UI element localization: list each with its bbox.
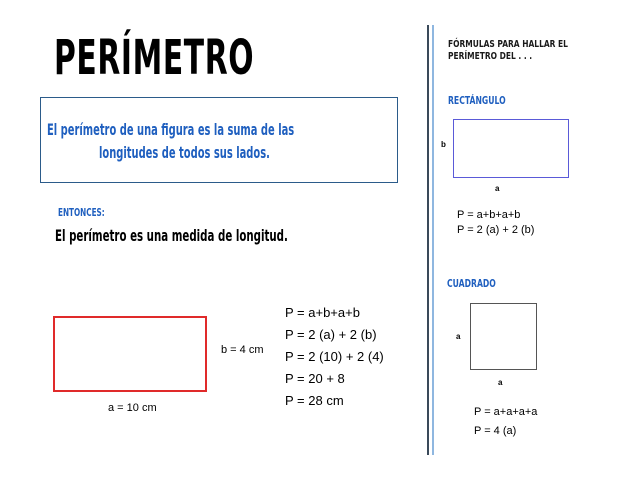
square-side-label: a xyxy=(456,332,461,341)
definition-box xyxy=(40,97,398,183)
rectangle-side-a-label: a xyxy=(495,184,500,193)
rectangle-equation: P = a+b+a+b xyxy=(457,209,521,221)
definition-line-1: El perímetro de una figura es la suma de las xyxy=(47,120,295,139)
example-equation: P = 2 (10) + 2 (4) xyxy=(285,349,384,364)
rectangle-heading: RECTÁNGULO xyxy=(448,94,506,107)
entonces-label: ENTONCES: xyxy=(58,206,105,219)
formulas-heading-line-1: FÓRMULAS PARA HALLAR EL xyxy=(448,39,568,50)
rectangle-equation: P = 2 (a) + 2 (b) xyxy=(457,224,535,236)
column-divider xyxy=(427,25,429,455)
definition-line-2: longitudes de todos sus lados. xyxy=(99,143,270,162)
formulas-heading-line-2: PERÍMETRO DEL . . . xyxy=(448,51,533,62)
square-equation: P = a+a+a+a xyxy=(474,406,538,418)
square-equation: P = 4 (a) xyxy=(474,425,517,437)
square-heading: CUADRADO xyxy=(447,277,496,290)
example-equation: P = 28 cm xyxy=(285,393,344,408)
square-bottom-label: a xyxy=(498,378,503,387)
column-divider-accent xyxy=(432,25,434,455)
conclusion-text: El perímetro es una medida de longitud. xyxy=(55,226,288,245)
example-rectangle xyxy=(53,316,207,392)
rectangle-diagram xyxy=(453,119,569,178)
example-equation: P = 20 + 8 xyxy=(285,371,345,386)
page-title: PERÍMETRO xyxy=(54,30,255,86)
example-equation: P = a+b+a+b xyxy=(285,305,360,320)
formulas-heading xyxy=(448,39,568,63)
example-equation: P = 2 (a) + 2 (b) xyxy=(285,327,377,342)
example-side-a-label: a = 10 cm xyxy=(108,402,157,414)
example-side-b-label: b = 4 cm xyxy=(221,344,264,356)
square-diagram xyxy=(470,303,537,370)
rectangle-side-b-label: b xyxy=(441,140,446,149)
